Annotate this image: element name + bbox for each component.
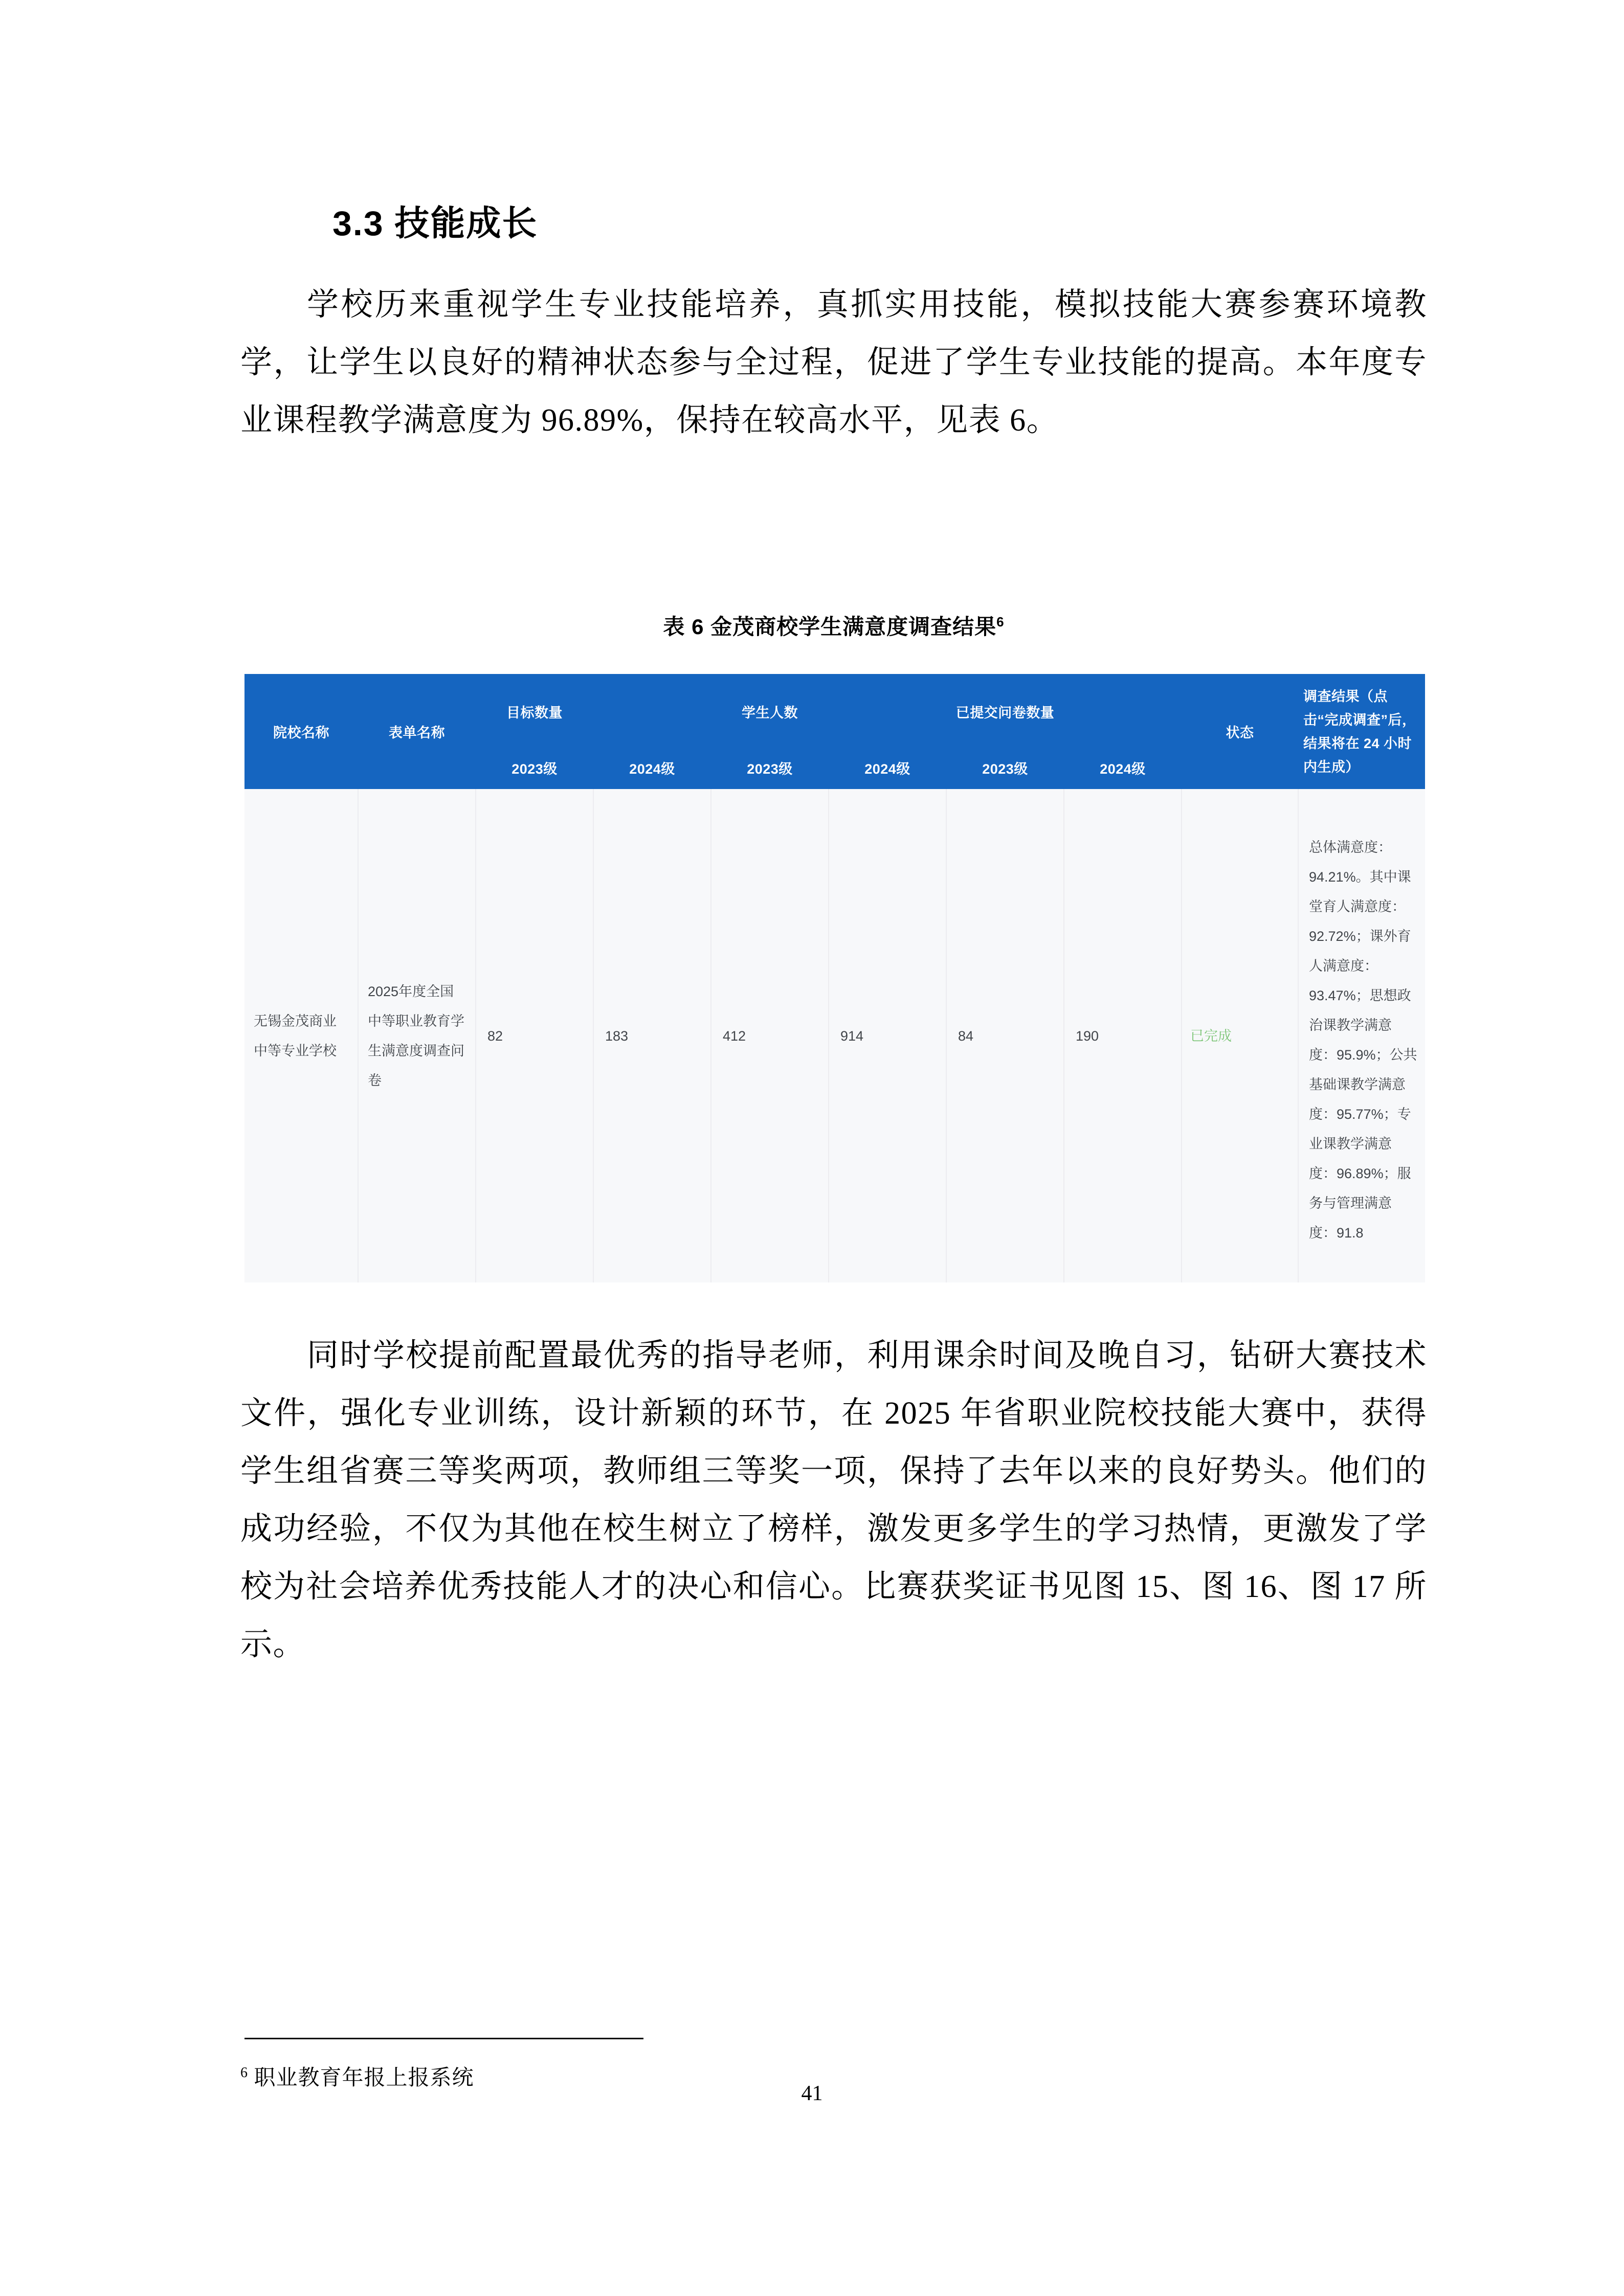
col-header-target-2023 [476,674,593,789]
col-header-status [1182,674,1298,789]
col-header-result [1298,674,1425,789]
col-header-submitted-2023 [946,674,1064,789]
cell-target-2024 [593,789,711,1282]
cell-submitted-2023-value: 84 [958,1028,974,1044]
col-header-student-2023 [711,674,829,789]
group-header-target-count: 目标数量 [506,705,563,721]
page-number: 41 [801,2082,823,2105]
col-header-school [244,674,358,789]
cell-student-2023 [711,789,829,1282]
col-header-form-label: 表单名称 [389,725,445,740]
table-body [244,789,1425,1282]
status-badge: 已完成 [1190,1028,1232,1044]
subheader-target-2024: 2024级 [629,761,675,777]
table-row [244,789,1425,1282]
cell-school-value: 无锡金茂商业中等专业学校 [254,1013,337,1059]
col-header-school-label: 院校名称 [273,725,329,740]
cell-student-2024-value: 914 [840,1028,864,1044]
cell-target-2023-value: 82 [487,1028,503,1044]
survey-results-table [244,674,1425,1282]
subheader-target-2023: 2023级 [511,761,558,777]
cell-submitted-2024-value: 190 [1076,1028,1099,1044]
cell-target-2023 [476,789,593,1282]
survey-table-wrap [244,674,1425,1282]
group-header-student-count: 学生人数 [742,705,798,721]
subheader-student-2023: 2023级 [747,761,793,777]
col-header-target-2024 [593,674,711,789]
table-header-row [244,674,1425,789]
cell-status [1182,789,1298,1282]
subheader-student-2024: 2024级 [864,761,910,777]
cell-result-value: 总体满意度：94.21%。其中课堂育人满意度：92.72%；课外育人满意度：93.47%；思想政治课教学满意度：95.9%；公共基础课教学满意度：95.77%；专业课教学满意度：96.89%；服务与管理满意度：91.8 [1309,839,1417,1241]
col-header-student-2024 [829,674,946,789]
table-caption [240,610,1427,641]
table-caption-text: 表 6 金茂商校学生满意度调查结果 [663,615,997,639]
paragraph-text: 同时学校提前配置最优秀的指导老师，利用课余时间及晚自习，钻研大赛技术文件，强化专业训练，设计新颖的环节，在 2025 年省职业院校技能大赛中，获得学生组省赛三等奖两项，教师组三等奖一项，保持了去年以来的良好势头。他们的成功经验，不仅为其他在校生树立了榜样，激发更多学生的学习热情，更激发了学校为社会培养优秀技能人才的决心和信心。比赛获奖证书见图 15、图 16、图 17 所示。 [240,1338,1427,1662]
cell-submitted-2023 [946,789,1064,1282]
subheader-submitted-2024: 2024级 [1100,761,1146,777]
col-header-submitted-2024 [1064,674,1182,789]
footnote-separator [244,2038,643,2039]
cell-student-2023-value: 412 [723,1028,746,1044]
cell-result [1298,789,1425,1282]
cell-target-2024-value: 183 [605,1028,629,1044]
col-header-result-label: 调查结果（点击“完成调查”后，结果将在 24 小时内生成） [1303,688,1416,775]
col-header-form [358,674,476,789]
cell-submitted-2024 [1064,789,1182,1282]
cell-form-value: 2025年度全国中等职业教育学生满意度调查问卷 [368,983,464,1088]
table-caption-footnote-marker: 6 [996,614,1005,629]
paragraph-skills-intro [240,276,1427,449]
footnote-marker: 6 [240,2065,248,2081]
col-header-status-label: 状态 [1226,725,1254,740]
paragraph-text: 学校历来重视学生专业技能培养，真抓实用技能，模拟技能大赛参赛环境教学，让学生以良好的精神状态参与全过程，促进了学生专业技能的提高。本年度专业课程教学满意度为 96.89%，保持在较高水平，见表 6。 [240,287,1427,438]
paragraph-competition [240,1327,1427,1674]
section-heading: 3.3 技能成长 [332,204,538,243]
footnote-text: 职业教育年报上报系统 [254,2066,474,2090]
cell-school [244,789,358,1282]
group-header-submitted-count: 已提交问卷数量 [955,705,1055,721]
subheader-submitted-2023: 2023级 [982,761,1028,777]
table-header [244,674,1425,789]
cell-form [358,789,476,1282]
cell-student-2024 [829,789,946,1282]
